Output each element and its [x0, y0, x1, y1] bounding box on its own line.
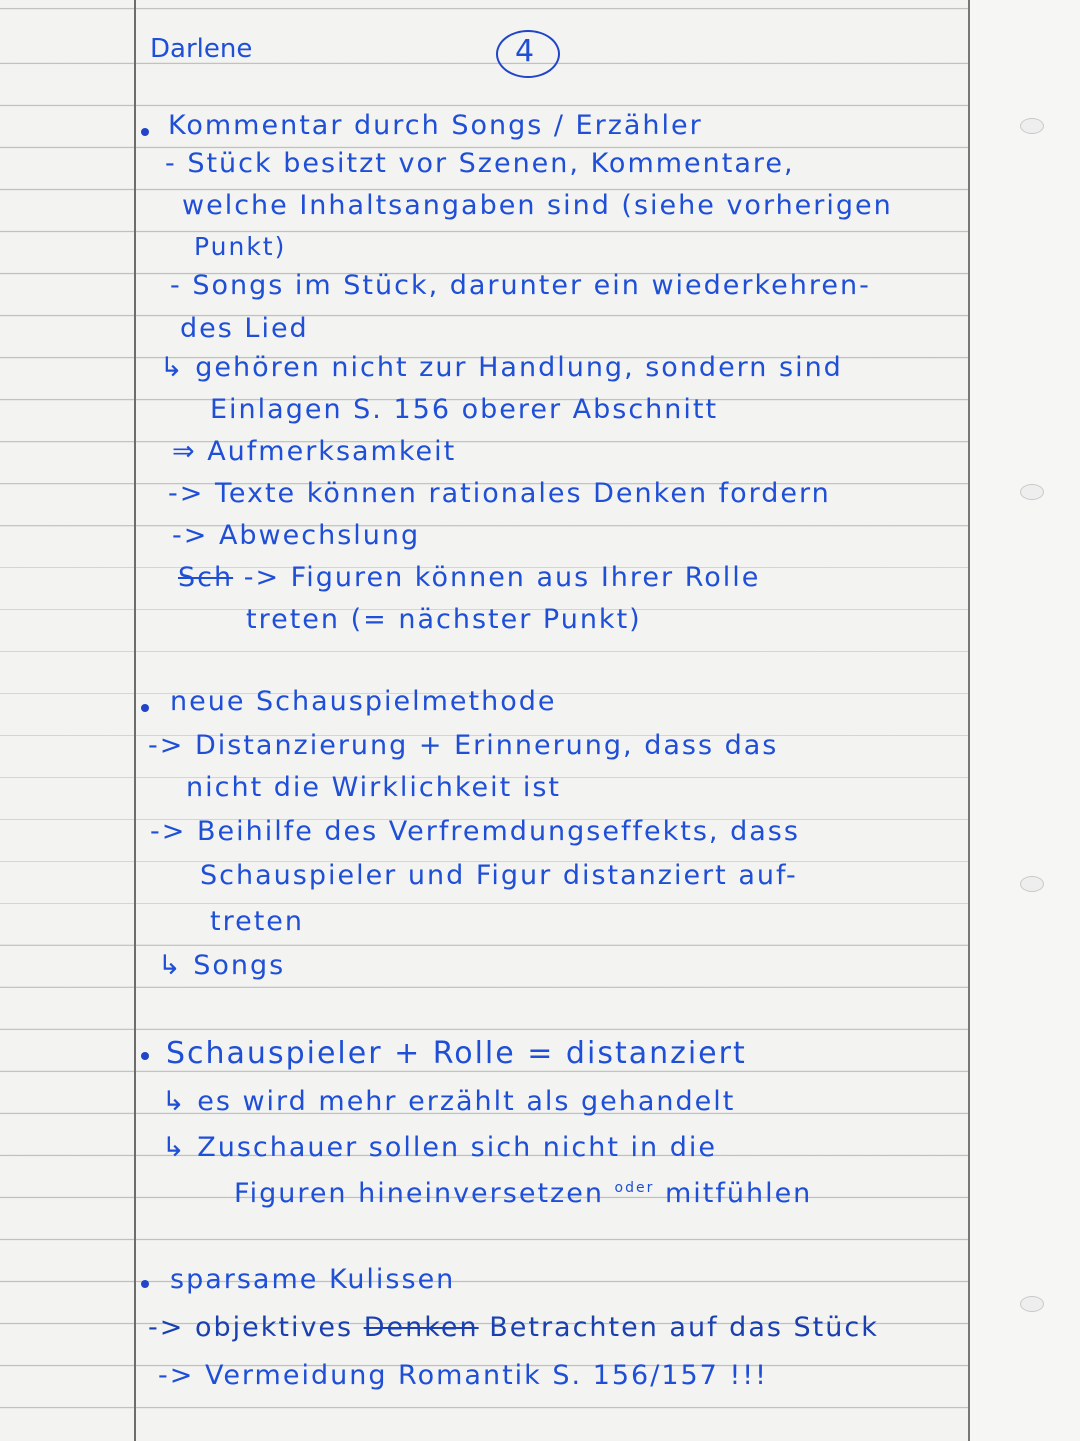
note-line: ⇒ Aufmerksamkeit	[172, 436, 457, 467]
note-line: ↳ Songs	[158, 950, 286, 981]
note-line: -> Beihilfe des Verfremdungseffekts, dass	[150, 816, 800, 847]
author-name: Darlene	[150, 34, 253, 64]
note-line-text: mitfühlen	[664, 1178, 813, 1209]
note-line: Schauspieler + Rolle = distanziert	[166, 1036, 747, 1071]
struck-word: Denken	[363, 1312, 479, 1343]
note-line: sparsame Kulissen	[170, 1264, 456, 1295]
note-line: -> Texte können rationales Denken fordern	[168, 478, 831, 509]
note-line: welche Inhaltsangaben sind (siehe vorherigen	[182, 190, 893, 221]
note-line: -> Distanzierung + Erinnerung, dass das	[148, 730, 779, 761]
note-line-text: -> Figuren können aus Ihrer Rolle	[243, 562, 761, 593]
note-line: Schauspieler und Figur distanziert auf-	[200, 860, 798, 891]
punch-hole	[1020, 876, 1044, 892]
page-number: 4	[515, 34, 535, 69]
note-line	[234, 1178, 812, 1209]
note-line: -> Abwechslung	[172, 520, 421, 551]
note-line: neue Schauspielmethode	[170, 686, 557, 717]
struck-word: Sch	[178, 562, 234, 593]
punch-hole	[1020, 1296, 1044, 1312]
note-line: - Stück besitzt vor Szenen, Kommentare,	[165, 148, 795, 179]
note-line: - Songs im Stück, darunter ein wiederkehren-	[170, 270, 871, 301]
right-margin-line	[968, 0, 970, 1441]
left-margin-line	[134, 0, 136, 1441]
note-line: nicht die Wirklichkeit ist	[186, 772, 561, 803]
note-line: ↳ es wird mehr erzählt als gehandelt	[162, 1086, 736, 1117]
note-line: treten	[210, 906, 305, 937]
note-line: ↳ gehören nicht zur Handlung, sondern sind	[160, 352, 843, 383]
note-line: Punkt)	[194, 232, 287, 261]
punch-hole	[1020, 118, 1044, 134]
page-edge	[970, 0, 1080, 1441]
note-line: ↳ Zuschauer sollen sich nicht in die	[162, 1132, 717, 1163]
note-line	[178, 562, 760, 593]
bullet-point	[141, 1280, 149, 1288]
note-line: treten (= nächster Punkt)	[246, 604, 642, 635]
note-line-text: -> objektives	[148, 1312, 354, 1343]
note-line: -> Vermeidung Romantik S. 156/157 !!!	[158, 1360, 768, 1391]
bullet-point	[141, 1052, 149, 1060]
punch-hole	[1020, 484, 1044, 500]
insertion-word: oder	[614, 1180, 655, 1196]
note-line-text: Figuren hineinversetzen	[234, 1178, 604, 1209]
note-line: Kommentar durch Songs / Erzähler	[168, 110, 703, 141]
note-line-text: Betrachten auf das Stück	[489, 1312, 879, 1343]
note-line: Einlagen S. 156 oberer Abschnitt	[210, 394, 719, 425]
bullet-point	[141, 704, 149, 712]
note-line	[148, 1312, 879, 1343]
note-line: des Lied	[180, 313, 309, 344]
bullet-point	[141, 128, 149, 136]
